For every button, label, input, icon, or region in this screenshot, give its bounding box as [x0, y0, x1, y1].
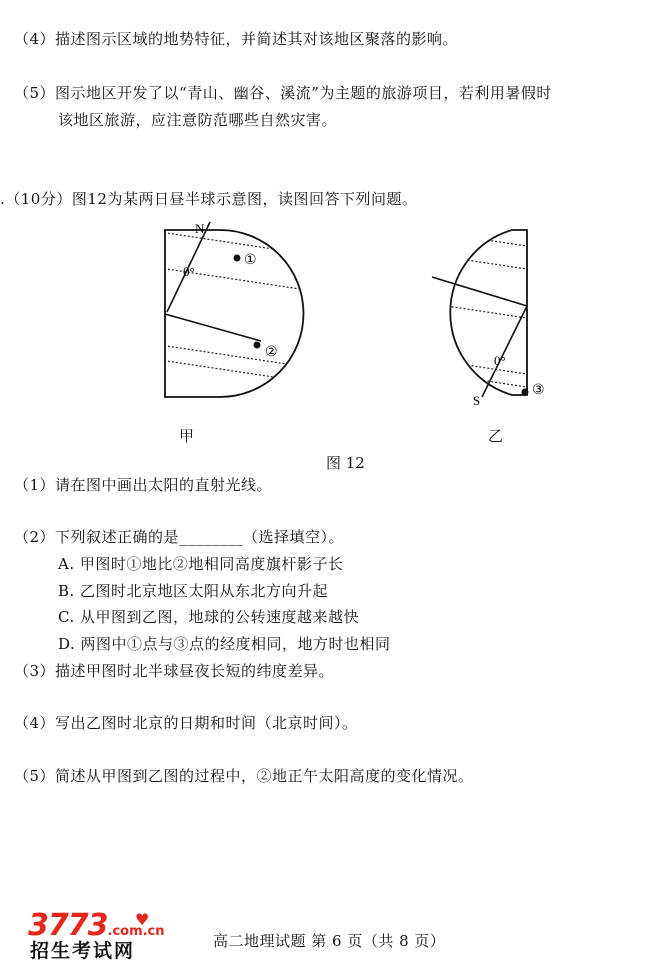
yi-parallel-4 — [420, 358, 540, 376]
logo-number: 3773 — [28, 908, 108, 943]
label-point-2: ② — [265, 344, 278, 360]
option-d: D. 两图中①点与③点的经度相同，地方时也相同 — [58, 635, 391, 653]
sub-question-5: （5）简述从甲图到乙图的过程中，②地正午太阳高度的变化情况。 — [14, 767, 474, 785]
label-n: N — [195, 221, 205, 236]
previous-question-5-line2: 该地区旅游，应注意防范哪些自然灾害。 — [58, 111, 338, 129]
yi-point-3 — [522, 389, 529, 396]
jia-parallel-4 — [160, 360, 320, 384]
sub-question-2: （2）下列叙述正确的是________（选择填空）。 — [14, 528, 345, 546]
sub-question-1: （1）请在图中画出太阳的直射光线。 — [14, 476, 273, 494]
option-a: A. 甲图时①地比②地相同高度旗杆影子长 — [58, 555, 344, 573]
label-s: S — [473, 393, 481, 408]
label-yi: 乙 — [488, 427, 504, 445]
label-point-1: ① — [244, 252, 257, 268]
jia-point-2 — [254, 342, 261, 349]
logo-domain: .com.cn — [107, 924, 165, 939]
label-point-3: ③ — [532, 382, 545, 398]
question-header: .（10分）图12为某两日昼半球示意图，读图回答下列问题。 — [0, 190, 418, 208]
jia-parallel-1 — [160, 232, 320, 256]
yi-parallel-2 — [420, 253, 540, 271]
yi-parallel-5 — [420, 371, 540, 389]
jia-outline — [165, 230, 304, 397]
label-0deg-left: 0° — [183, 264, 195, 279]
heart-icon: ♥ — [135, 910, 150, 929]
yi-parallel-1 — [420, 230, 540, 248]
page-footer: 高二地理试题 第 6 页（共 8 页） — [213, 932, 446, 950]
jia-equator — [165, 314, 261, 341]
label-0deg-right: 0° — [494, 353, 506, 368]
diagram-jia — [160, 222, 320, 397]
logo-slogan: 招生考试网 — [30, 940, 136, 962]
previous-question-4: （4）描述图示区域的地势特征，并简述其对该地区聚落的影响。 — [14, 30, 459, 48]
diagram-yi — [420, 230, 540, 397]
option-b: B. 乙图时北京地区太阳从东北方向升起 — [58, 582, 329, 600]
label-jia: 甲 — [179, 427, 195, 445]
sub-question-3: （3）描述甲图时北半球昼夜长短的纬度差异。 — [14, 662, 335, 680]
jia-point-1 — [234, 255, 241, 262]
yi-equator — [432, 277, 527, 306]
figure-caption: 图 12 — [326, 454, 365, 472]
previous-question-5-line1: （5）图示地区开发了以“青山、幽谷、溪流”为主题的旅游项目，若利用暑假时 — [14, 84, 552, 102]
option-c: C. 从甲图到乙图，地球的公转速度越来越快 — [58, 608, 359, 626]
sub-question-4: （4）写出乙图时北京的日期和时间（北京时间）。 — [14, 714, 358, 732]
